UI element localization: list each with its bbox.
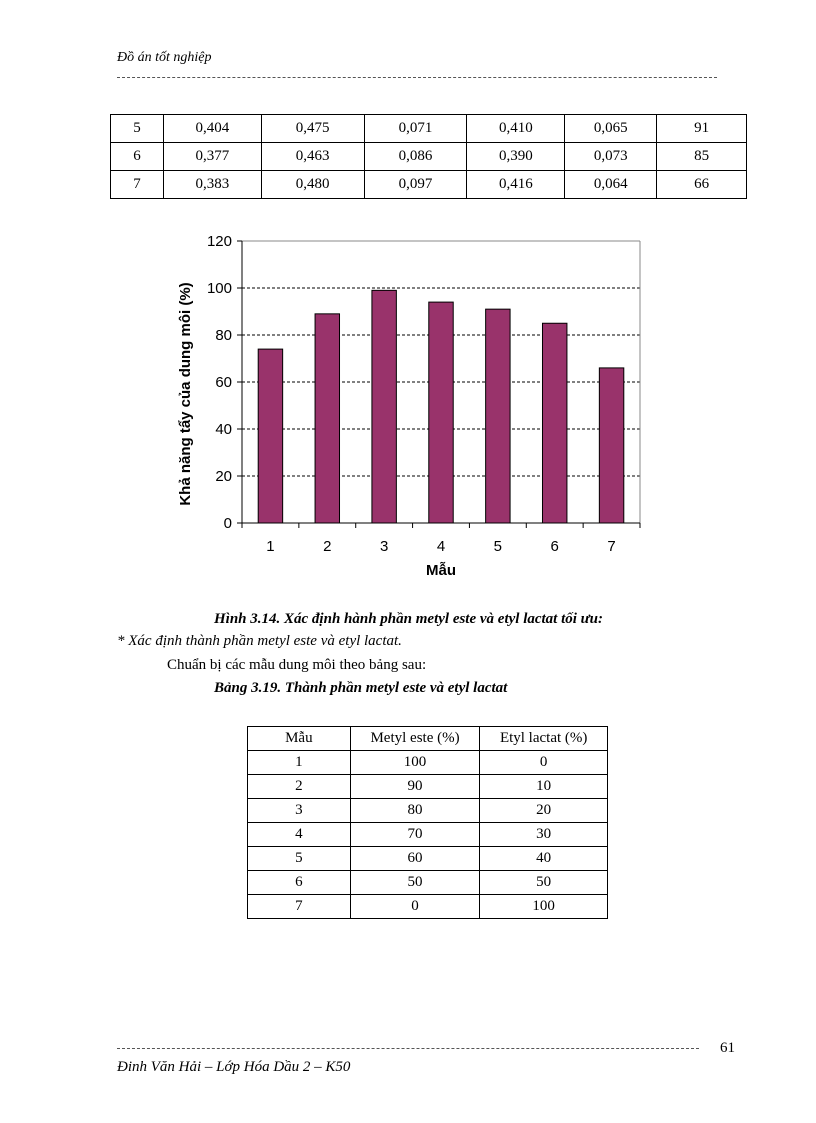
table-cell: 0,377 (163, 143, 261, 171)
table-cell: 0,064 (565, 171, 657, 199)
table-cell: 91 (657, 115, 747, 143)
table-cell: 85 (657, 143, 747, 171)
y-tick-label: 40 (215, 421, 232, 438)
table-row (248, 823, 608, 847)
table-cell: 7 (111, 171, 164, 199)
table-cell: 0,416 (467, 171, 565, 199)
table-cell: 7 (248, 895, 351, 919)
table-cell: 0 (350, 895, 480, 919)
table-row (248, 871, 608, 895)
table-caption: Bảng 3.19. Thành phần metyl este và etyl lactat (214, 680, 508, 696)
table-cell: 30 (480, 823, 608, 847)
x-tick-label: 4 (436, 538, 446, 555)
page-header: Đồ án tốt nghiệp (117, 50, 212, 65)
x-tick-label: 3 (379, 538, 389, 555)
table-cell: 40 (480, 847, 608, 871)
table-cell: 66 (657, 171, 747, 199)
bar-7 (599, 368, 623, 523)
table-row (111, 143, 747, 171)
table-cell: 100 (350, 751, 480, 775)
column-header: Metyl este (%) (350, 727, 480, 751)
x-tick-label: 1 (266, 538, 275, 555)
table-cell: 10 (480, 775, 608, 799)
table-cell: 6 (248, 871, 351, 895)
column-header: Etyl lactat (%) (480, 727, 608, 751)
bar-5 (486, 309, 510, 523)
figure-caption: Hình 3.14. Xác định hành phần metyl este và etyl lactat tối ưu: (214, 611, 604, 627)
table-cell: 0,086 (364, 143, 467, 171)
table-header-row (248, 727, 608, 751)
bar-chart (170, 225, 650, 590)
table-cell: 4 (248, 823, 351, 847)
bar-6 (542, 323, 566, 523)
table-row (248, 847, 608, 871)
y-tick-label: 100 (206, 280, 232, 297)
solvent-cleaning-chart (170, 225, 650, 590)
table-cell: 0 (480, 751, 608, 775)
x-axis-title: Mẫu (426, 562, 456, 579)
y-tick-label: 60 (215, 374, 232, 391)
table-cell: 2 (248, 775, 351, 799)
table-cell: 0,404 (163, 115, 261, 143)
x-tick-label: 2 (323, 538, 332, 555)
table-cell: 0,463 (261, 143, 364, 171)
y-tick-label: 120 (206, 233, 232, 250)
table-cell: 50 (350, 871, 480, 895)
bar-2 (315, 314, 339, 523)
table-cell: 80 (350, 799, 480, 823)
bar-1 (258, 349, 282, 523)
table-cell: 0,475 (261, 115, 364, 143)
table-cell: 3 (248, 799, 351, 823)
table-cell: 0,073 (565, 143, 657, 171)
table-cell: 0,065 (565, 115, 657, 143)
note-text: * Xác định thành phần metyl este và etyl lactat. (117, 633, 402, 649)
table-row (111, 171, 747, 199)
table-row (248, 775, 608, 799)
y-tick-label: 20 (215, 468, 232, 485)
table-cell: 100 (480, 895, 608, 919)
table-cell: 60 (350, 847, 480, 871)
table-cell: 0,097 (364, 171, 467, 199)
composition-table (247, 726, 608, 919)
footer-divider (117, 1048, 699, 1049)
table-row (248, 751, 608, 775)
bar-3 (372, 290, 396, 523)
page-number: 61 (720, 1040, 735, 1056)
table-cell: 90 (350, 775, 480, 799)
table-cell: 1 (248, 751, 351, 775)
x-tick-label: 5 (493, 538, 503, 555)
results-table (110, 114, 747, 199)
table-cell: 50 (480, 871, 608, 895)
y-axis-title: Khả năng tẩy của dung môi (%) (177, 282, 194, 506)
table-cell: 6 (111, 143, 164, 171)
table-row (248, 895, 608, 919)
table-cell: 0,390 (467, 143, 565, 171)
table-row (111, 115, 747, 143)
column-header: Mẫu (248, 727, 351, 751)
table-cell: 5 (111, 115, 164, 143)
y-tick-label: 0 (223, 515, 232, 532)
bar-4 (429, 302, 453, 523)
x-tick-label: 6 (550, 538, 559, 555)
prep-text: Chuẩn bị các mẫu dung môi theo bảng sau: (167, 657, 427, 673)
table-cell: 0,071 (364, 115, 467, 143)
table-cell: 0,480 (261, 171, 364, 199)
table-row (248, 799, 608, 823)
y-tick-label: 80 (215, 327, 232, 344)
table-cell: 70 (350, 823, 480, 847)
table-cell: 0,410 (467, 115, 565, 143)
table-cell: 5 (248, 847, 351, 871)
header-divider (117, 77, 717, 78)
x-tick-label: 7 (607, 538, 616, 555)
page-footer: Đinh Văn Hải – Lớp Hóa Dầu 2 – K50 (117, 1059, 351, 1075)
table-cell: 0,383 (163, 171, 261, 199)
table-cell: 20 (480, 799, 608, 823)
